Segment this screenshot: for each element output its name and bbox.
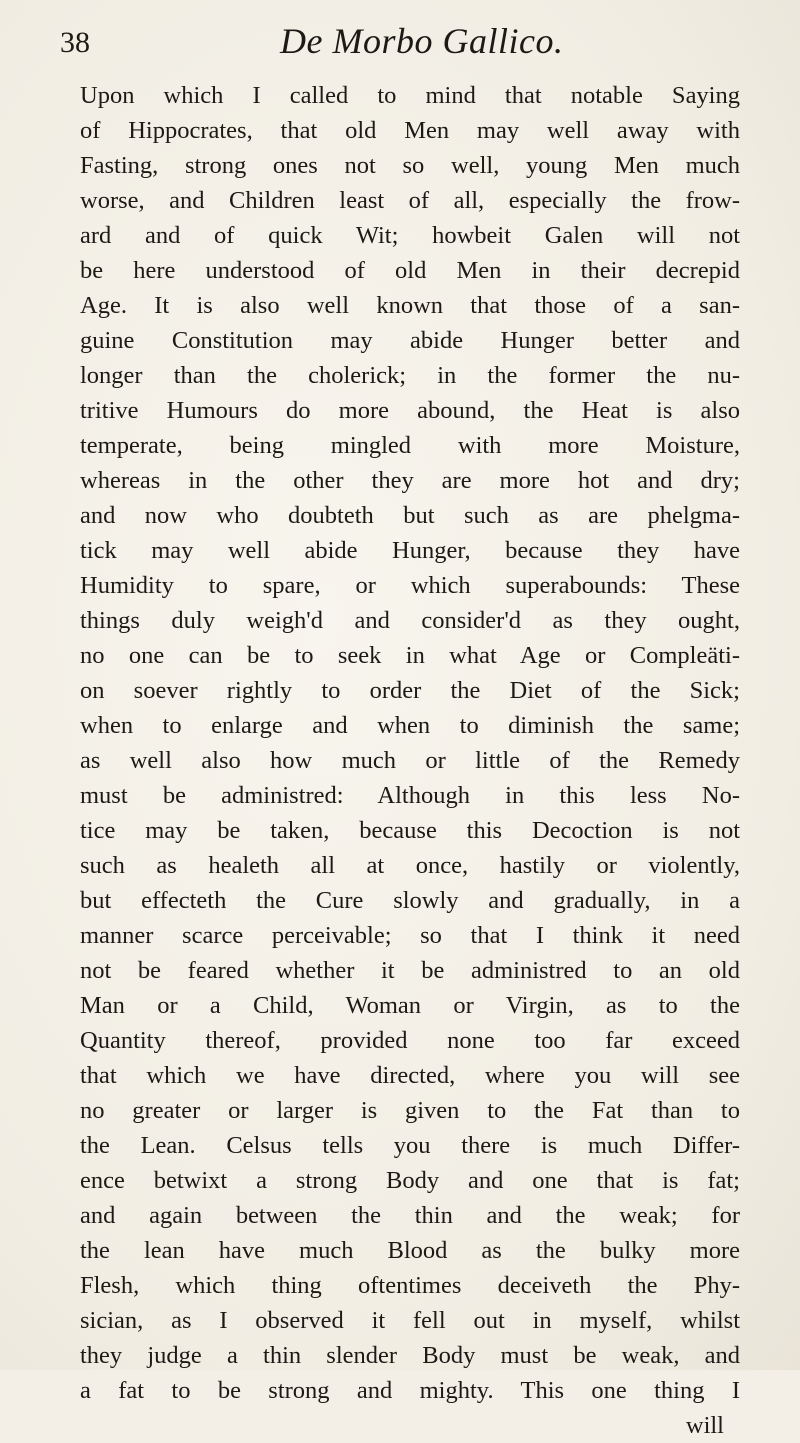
- text-line: things duly weigh'd and consider'd as they ought,: [80, 607, 740, 634]
- running-title: De Morbo Gallico.: [280, 21, 564, 61]
- body-text: [80, 78, 740, 1443]
- catchword: will: [685, 1412, 724, 1439]
- text-line: Age. It is also well known that those of a san-: [80, 292, 740, 319]
- text-line: must be administred: Although in this less No-: [80, 782, 740, 809]
- text-line: they judge a thin slender Body must be weak, and: [80, 1342, 740, 1369]
- text-line: and now who doubteth but such as are phelgma-: [80, 502, 740, 529]
- text-line: Flesh, which thing oftentimes deceiveth the Phy-: [80, 1272, 740, 1299]
- text-line: Upon which I called to mind that notable Saying: [80, 82, 740, 109]
- text-line: of Hippocrates, that old Men may well away with: [80, 117, 740, 144]
- text-line: temperate, being mingled with more Moisture,: [80, 432, 740, 459]
- page-number: 38: [60, 26, 90, 59]
- text-line: guine Constitution may abide Hunger better and: [80, 327, 740, 354]
- text-line: ard and of quick Wit; howbeit Galen will not: [80, 222, 740, 249]
- text-line: as well also how much or little of the Remedy: [80, 747, 740, 774]
- text-line: but effecteth the Cure slowly and gradually, in a: [80, 887, 740, 914]
- text-line: longer than the cholerick; in the former the nu-: [80, 362, 740, 389]
- text-line: the Lean. Celsus tells you there is much Differ-: [80, 1132, 740, 1159]
- text-line: be here understood of old Men in their decrepid: [80, 257, 740, 284]
- text-line: tritive Humours do more abound, the Heat is also: [80, 397, 740, 424]
- text-line: that which we have directed, where you will see: [80, 1062, 740, 1089]
- text-line: the lean have much Blood as the bulky more: [80, 1237, 740, 1264]
- text-line: on soever rightly to order the Diet of the Sick;: [80, 677, 740, 704]
- text-line: manner scarce perceivable; so that I think it need: [80, 922, 740, 949]
- text-line: tick may well abide Hunger, because they have: [80, 537, 740, 564]
- text-line: ence betwixt a strong Body and one that is fat;: [80, 1167, 740, 1194]
- text-line: Man or a Child, Woman or Virgin, as to the: [80, 992, 740, 1019]
- text-line: whereas in the other they are more hot and dry;: [80, 467, 740, 494]
- text-line: Humidity to spare, or which superabounds: These: [80, 572, 740, 599]
- text-line: Quantity thereof, provided none too far exceed: [80, 1027, 740, 1054]
- text-line: not be feared whether it be administred to an old: [80, 957, 740, 984]
- text-line: such as healeth all at once, hastily or violently,: [80, 852, 740, 879]
- page-header: [60, 18, 740, 70]
- text-line: tice may be taken, because this Decoction is not: [80, 817, 740, 844]
- text-line: worse, and Children least of all, especially the frow-: [80, 187, 740, 214]
- text-line: and again between the thin and the weak; for: [80, 1202, 740, 1229]
- text-line: sician, as I observed it fell out in myself, whilst: [80, 1307, 740, 1334]
- text-line: when to enlarge and when to diminish the same;: [80, 712, 740, 739]
- text-line: no greater or larger is given to the Fat than to: [80, 1097, 740, 1124]
- text-line: a fat to be strong and mighty. This one thing I: [80, 1377, 740, 1404]
- text-line: no one can be to seek in what Age or Compleäti-: [80, 642, 740, 669]
- text-line: Fasting, strong ones not so well, young Men much: [80, 152, 740, 179]
